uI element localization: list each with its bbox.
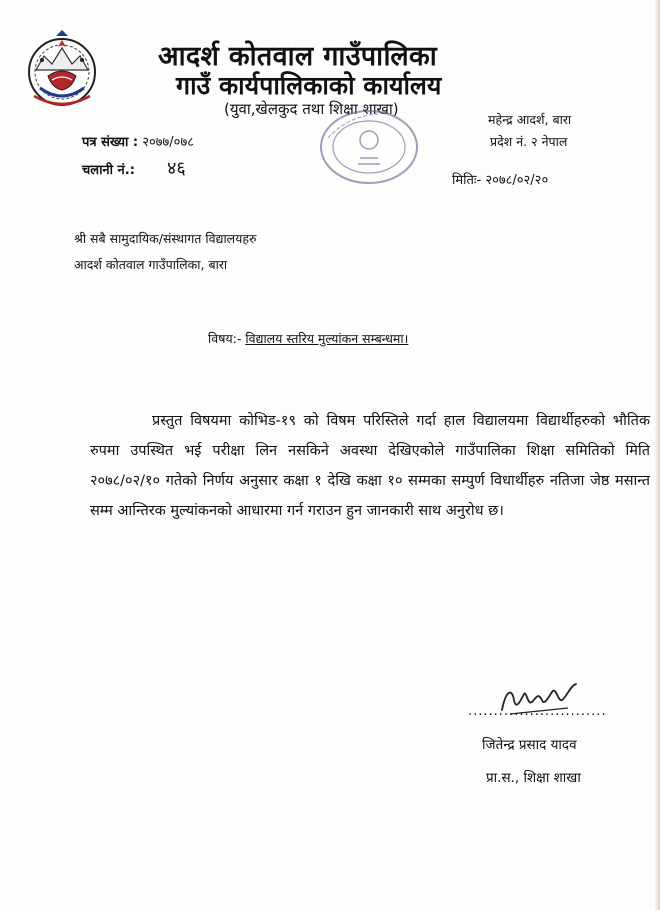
signature-dotted-line: ........................... xyxy=(468,704,607,719)
chalani-value: ४६ xyxy=(167,158,186,179)
patra-value: २०७७/०७८ xyxy=(142,135,194,150)
section-name: (युवा,खेलकुद तथा शिक्षा शाखा) xyxy=(224,100,399,118)
subject-line xyxy=(208,330,408,347)
chalani-number xyxy=(82,156,186,180)
signatory-name: जितेन्द्र प्रसाद यादव xyxy=(482,737,577,753)
paper-edge-shadow xyxy=(654,0,660,910)
nepal-emblem-icon xyxy=(22,30,102,110)
patra-label: पत्र संख्या : xyxy=(82,135,139,150)
subject-text: विद्यालय स्तरिय मुल्यांकन सम्बन्धमा। xyxy=(245,331,409,346)
patra-sankhya xyxy=(82,132,194,150)
recipient-line-1: श्री सबै सामुदायिक/संस्थागत विद्यालयहरु xyxy=(74,231,257,246)
address-line-1: महेन्द्र आदर्श, बारा xyxy=(488,112,572,127)
subject-label: विषय:- xyxy=(208,331,242,346)
letter-body: प्रस्तुत विषयमा कोभिड-१९ को विषम परिस्तिले गर्दा हाल विद्यालयमा विद्यार्थीहरुको भौतिक रुपमा उपस्थित भई परीक्षा लिन नसकिने अवस्था देखिएकोले गाउँपालिका शिक्षा समितिको मिति २०७८/०२/१० गतेको निर्णय अनुसार कक्षा १ देखि कक्षा १० सम्मका सम्पुर्ण विधार्थीहरु नतिजा जेष्ठ मसान्त सम्म आन्तिरक मुल्यांकनको आधारमा गर्न गराउन हुन जानकारी साथ अनुरोध छ। xyxy=(90,413,650,519)
office-title: आदर्श कोतवाल गाउँपालिका xyxy=(158,41,438,72)
office-subtitle: गाउँ कार्यपालिकाको कार्यालय xyxy=(176,71,442,100)
address-line-2: प्रदेश नं. २ नेपाल xyxy=(490,134,568,149)
letter-date: मितिः- २०७८/०२/२० xyxy=(452,173,549,188)
office-stamp-icon xyxy=(318,108,420,186)
recipient-line-2: आदर्श कोतवाल गाउँपालिका, बारा xyxy=(74,257,228,272)
chalani-label: चलानी नं.: xyxy=(82,163,135,178)
signatory-title: प्रा.स., शिक्षा शाखा xyxy=(486,770,581,786)
